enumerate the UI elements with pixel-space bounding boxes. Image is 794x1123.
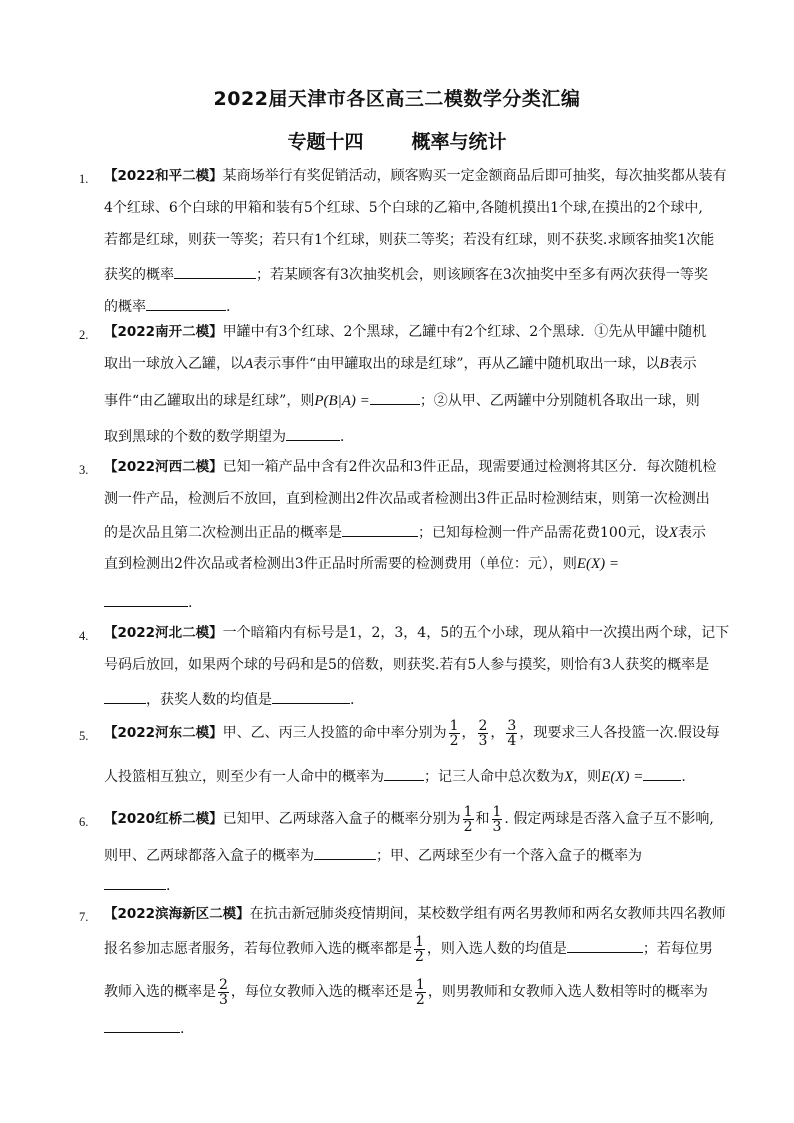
question-7-line-1: 【2022滨海新区二模】在抗击新冠肺炎疫情期间，某校数学组有两名男教师和两名女教师共四名教师 [104, 906, 726, 922]
answer-blank [104, 689, 146, 704]
question-1-line-1: 【2022和平二模】某商场举行有奖促销活动，顾客购买一定金额商品后即可抽奖，每次抽奖都从装有 [104, 168, 727, 184]
question-1-line-2: 4个红球、6个白球的甲箱和装有5个红球、5个白球的乙箱中,各随机摸出1个球,在摸出的2个球中, [104, 200, 703, 216]
question-4-line-3: ，获奖人数的均值是 . [104, 689, 354, 709]
answer-blank [146, 296, 226, 311]
question-7-line-3: 教师入选的概率是 $\frac{2}{3}$ ，每位女教师入选的概率还是 $\frac{1}{2}$ ，则男教师和女教师入选人数相等时的概率为 [104, 976, 708, 1008]
question-3-line-3: 的是次品且第二次检测出正品的概率是 ；已知每检测一件产品需花费100元，设X表示 [104, 522, 706, 542]
question-1-line-4: 获奖的概率 ；若某顾客有3次抽奖机会，则该顾客在3次抽奖中至多有两次获得一等奖 [104, 264, 708, 284]
question-2-line-2: 取出一球放入乙罐，以A表示事件“由甲罐取出的球是红球”，再从乙罐中随机取出一球，以B表示 [104, 356, 697, 372]
formula: E(X) = [601, 769, 644, 785]
question-4-line-1: 【2022河北二模】一个暗箱内有标号是1，2，3，4，5的五个小球，现从箱中一次摸出两个球，记下 [104, 625, 730, 641]
topic-number: 专题十四 [287, 131, 364, 153]
question-source: 【2022河东二模】 [104, 725, 223, 741]
question-number: 6. [79, 815, 89, 829]
fraction: $\frac{1}{2}$ [449, 717, 459, 749]
question-6-line-1: 【2020红桥二模】已知甲、乙两球落入盒子的概率分别为 $\frac{1}{2}$ 和 $\frac{1}{3}$ . 假定两球是否落入盒子互不影响, [104, 803, 714, 835]
question-1-line-3: 若都是红球，则获一等奖；若只有1个红球，则获二等奖；若没有红球，则不获奖.求顾客抽奖1次能 [104, 232, 715, 248]
fraction: $\frac{2}{3}$ [219, 976, 228, 1008]
question-2-line-3: 事件“由乙罐取出的球是红球”，则P(B|A) = ；②从甲、乙两罐中分别随机各取出一球，则 [104, 390, 700, 410]
question-source: 【2020红桥二模】 [104, 811, 223, 827]
question-3-line-1: 【2022河西二模】已知一箱产品中含有2件次品和3件正品，现需要通过检测将其区分．每次随机检 [104, 459, 717, 475]
question-3-line-2: 测一件产品，检测后不放回，直到检测出2件次品或者检测出3件正品时检测结束，则第一次检测出 [104, 491, 710, 507]
question-5-line-1: 【2022河东二模】甲、乙、丙三人投篮的命中率分别为 $\frac{1}{2}$ ， $\frac{2}{3}$ ， $\frac{3}{4}$ ，现要求三人各投篮一次.假设每 [104, 717, 720, 749]
question-number: 1. [79, 172, 89, 186]
question-7-line-4: . [104, 1018, 184, 1038]
fraction: $\frac{3}{4}$ [507, 717, 517, 749]
question-6-line-3: . [104, 875, 170, 895]
question-number: 3. [79, 463, 89, 477]
question-number: 5. [79, 729, 89, 743]
answer-blank [104, 592, 188, 607]
answer-blank [314, 845, 376, 860]
question-4-line-2: 号码后放回，如果两个球的号码和是5的倍数，则获奖.若有5人参与摸奖，则恰有3人获奖的概率是 [104, 657, 710, 673]
fraction: $\frac{1}{3}$ [492, 803, 502, 835]
question-2-line-4: 取到黑球的个数的数学期望为 ． [104, 426, 354, 446]
question-number: 2. [79, 328, 89, 342]
question-source: 【2022滨海新区二模】 [104, 906, 250, 922]
answer-blank [643, 766, 681, 781]
answer-blank [104, 1018, 180, 1033]
document-subtitle [0, 127, 794, 154]
fraction: $\frac{2}{3}$ [478, 717, 488, 749]
document-title: 2022届天津市各区高三二模数学分类汇编 [213, 88, 581, 110]
question-2-line-1: 【2022南开二模】甲罐中有3个红球、2个黑球，乙罐中有2个红球、2个黑球．①先从甲罐中随机 [104, 324, 707, 340]
answer-blank [104, 875, 166, 890]
answer-blank [174, 264, 256, 279]
question-source: 【2022河北二模】 [104, 625, 223, 641]
question-6-line-2: 则甲、乙两球都落入盒子的概率为 ；甲、乙两球至少有一个落入盒子的概率为 [104, 845, 642, 865]
question-1-line-5: 的概率 . [104, 296, 230, 316]
question-source: 【2022河西二模】 [104, 459, 223, 475]
fraction: $\frac{1}{2}$ [415, 976, 425, 1008]
question-number: 7. [79, 910, 89, 924]
fraction: $\frac{1}{2}$ [415, 933, 424, 965]
topic-name: 概率与统计 [411, 131, 507, 153]
answer-blank [286, 426, 340, 441]
question-number: 4. [79, 629, 89, 643]
question-7-line-2: 报名参加志愿者服务，若每位教师入选的概率都是 $\frac{1}{2}$ ，则入选人数的均值是 ；若每位男 [104, 933, 713, 965]
formula: P(B|A) = [314, 393, 370, 409]
fraction: $\frac{1}{2}$ [463, 803, 473, 835]
answer-blank [370, 390, 420, 405]
answer-blank [272, 689, 350, 704]
question-source: 【2022和平二模】 [104, 168, 223, 184]
answer-blank [342, 522, 418, 537]
answer-blank [567, 938, 643, 953]
question-3-line-4: 直到检测出2件次品或者检测出3件正品时所需要的检测费用（单位：元），则E(X) = [104, 556, 619, 572]
formula: E(X) = [576, 556, 619, 572]
question-3-line-5: . [104, 592, 192, 612]
question-source: 【2022南开二模】 [104, 324, 223, 340]
answer-blank [384, 766, 424, 781]
question-5-line-2: 人投篮相互独立，则至少有一人命中的概率为 ；记三人命中总次数为X，则E(X) = . [104, 766, 686, 786]
